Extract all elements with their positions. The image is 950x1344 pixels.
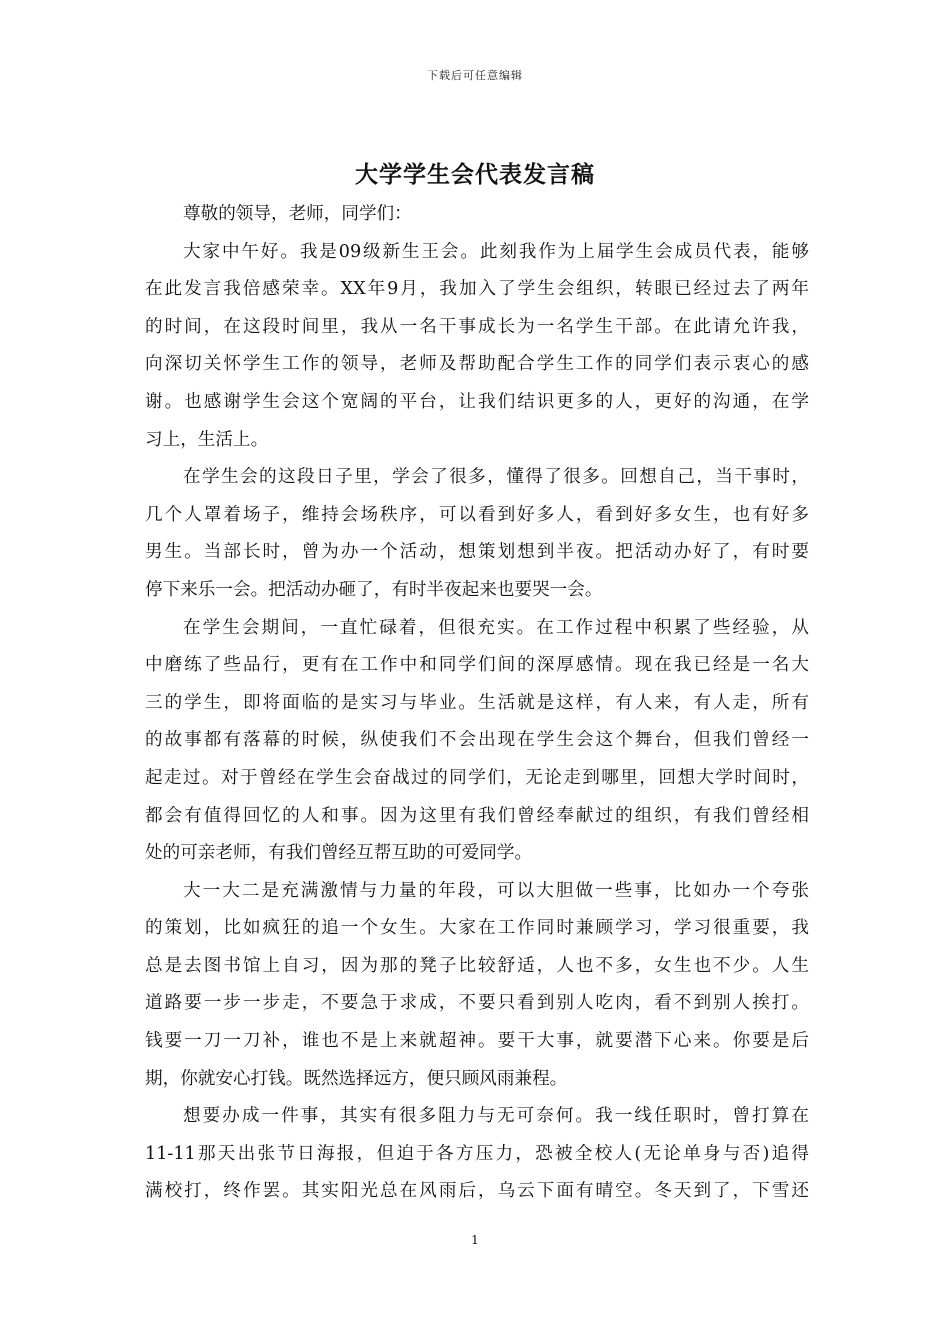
text-line: 总是去图书馆上自习，因为那的凳子比较舒适，人也不多，女生也不少。人生 (145, 955, 809, 976)
page-number: 1 (471, 1233, 479, 1247)
document-body (145, 196, 809, 1211)
text-line: 男生。当部长时，曾为办一个活动，想策划想到半夜。把活动办好了，有时要 (145, 542, 809, 563)
text-line: 中磨练了些品行，更有在工作中和同学们间的深厚感情。现在我已经是一名大 (145, 655, 809, 676)
text-line: 习上，生活上。 (145, 429, 269, 450)
text-line: 尊敬的领导，老师，同学们： (183, 204, 412, 224)
text-line: 都会有值得回忆的人和事。因为这里有我们曾经奉献过的组织，有我们曾经相 (145, 805, 809, 826)
text-line: 的故事都有落幕的时候，纵使我们不会出现在学生会这个舞台，但我们曾经一 (145, 730, 809, 751)
text-line: 的策划，比如疯狂的追一个女生。大家在工作同时兼顾学习，学习很重要，我 (145, 918, 809, 939)
text-line: 钱要一刀一刀补，谁也不是上来就超神。要干大事，就要潜下心来。你要是后 (145, 1031, 809, 1052)
text-line: 在学生会的这段日子里，学会了很多，懂得了很多。回想自己，当干事时， (183, 467, 809, 488)
text-line: 向深切关怀学生工作的领导，老师及帮助配合学生工作的同学们表示衷心的感 (145, 354, 809, 375)
text-line: 11-11那天出张节日海报，但迫于各方压力，恐被全校人(无论单身与否)追得 (145, 1143, 809, 1164)
document-title: 大学学生会代表发言稿 (355, 161, 595, 188)
text-line: 三的学生，即将面临的是实习与毕业。生活就是这样，有人来，有人走，所有 (145, 692, 809, 713)
header-note: 下载后可任意编辑 (427, 69, 523, 82)
text-line: 起走过。对于曾经在学生会奋战过的同学们，无论走到哪里，回想大学时间时， (145, 767, 809, 788)
text-line: 想要办成一件事，其实有很多阻力与无可奈何。我一线任职时，曾打算在 (183, 1106, 809, 1127)
text-line: 在此发言我倍感荣幸。XX年9月，我加入了学生会组织，转眼已经过去了两年 (145, 279, 809, 300)
text-line: 的时间，在这段时间里，我从一名干事成长为一名学生干部。在此请允许我， (145, 316, 809, 337)
text-line: 道路要一步一步走，不要急于求成，不要只看到别人吃肉，看不到别人挨打。 (145, 993, 809, 1014)
text-line: 几个人罩着场子，维持会场秩序，可以看到好多人，看到好多女生，也有好多 (145, 504, 809, 525)
text-line: 大家中午好。我是09级新生王会。此刻我作为上届学生会成员代表，能够 (183, 241, 809, 262)
text-line: 期，你就安心打钱。既然选择远方，便只顾风雨兼程。 (145, 1068, 568, 1089)
text-line: 处的可亲老师，有我们曾经互帮互助的可爱同学。 (145, 843, 533, 864)
text-line: 大一大二是充满激情与力量的年段，可以大胆做一些事，比如办一个夸张 (183, 880, 809, 901)
text-line: 谢。也感谢学生会这个宽阔的平台，让我们结识更多的人，更好的沟通，在学 (145, 391, 809, 412)
text-line: 在学生会期间，一直忙碌着，但很充实。在工作过程中积累了些经验，从 (183, 617, 809, 638)
text-line: 停下来乐一会。把活动办砸了，有时半夜起来也要哭一会。 (145, 579, 603, 600)
text-line: 满校打，终作罢。其实阳光总在风雨后，乌云下面有晴空。冬天到了，下雪还 (145, 1181, 809, 1202)
